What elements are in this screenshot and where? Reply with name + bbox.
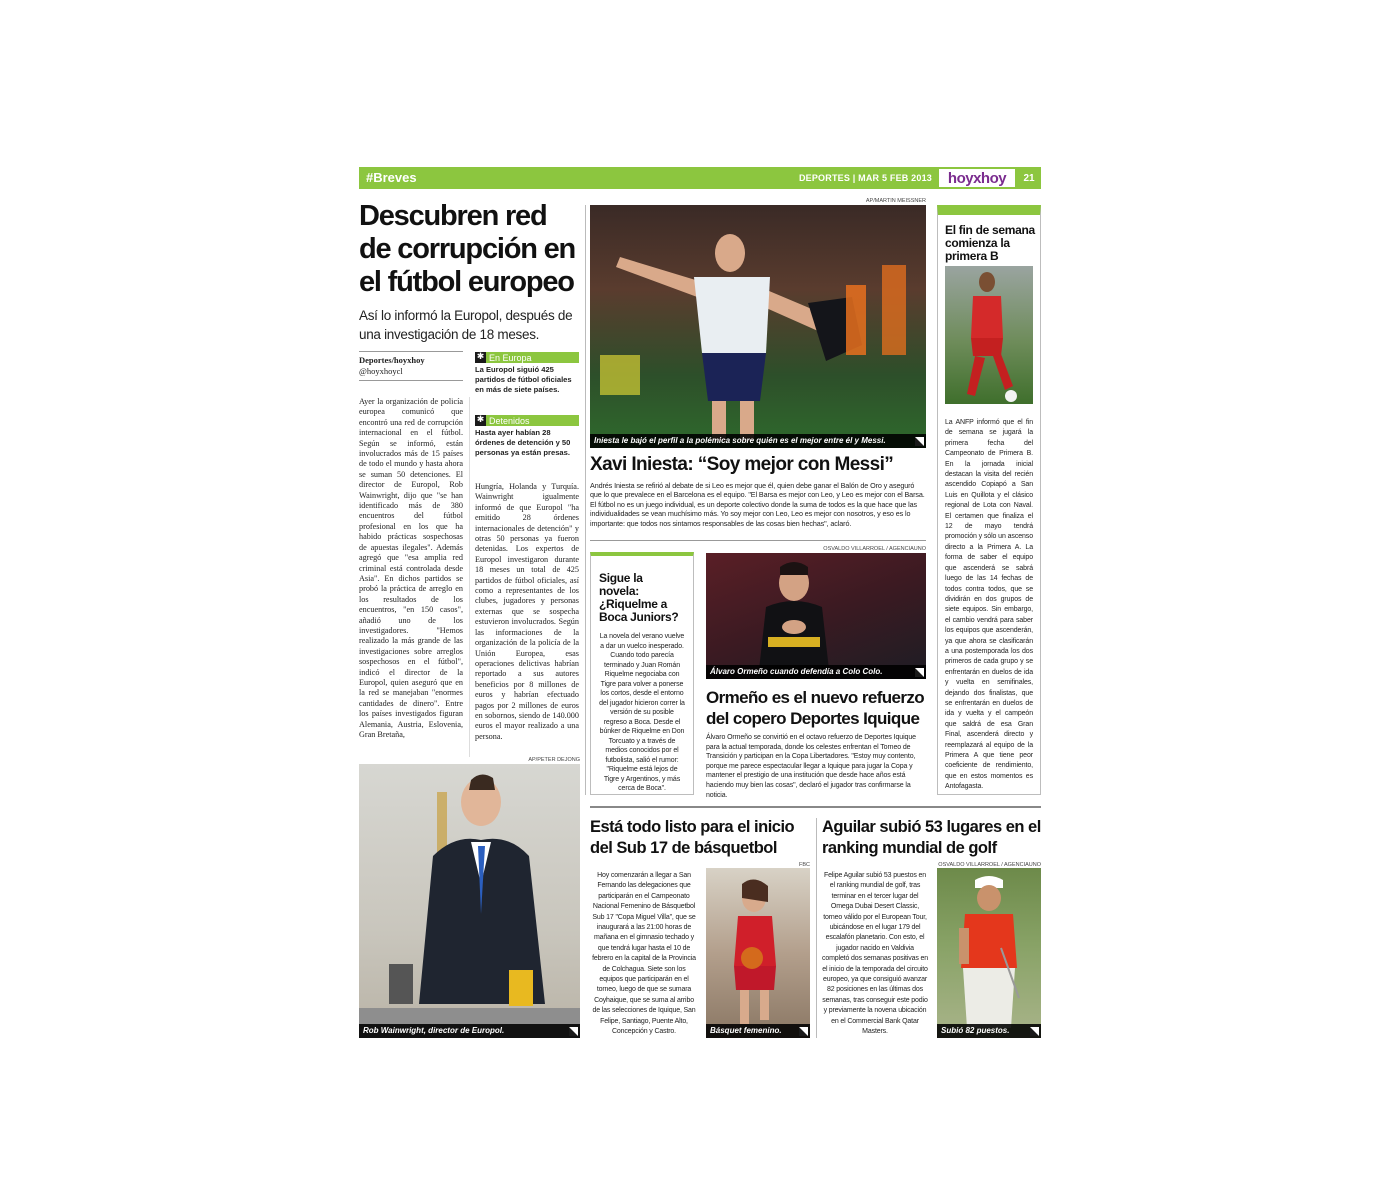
primera-b-photo xyxy=(945,266,1033,404)
fact-box-label-text: En Europa xyxy=(489,352,532,363)
asterisk-icon: ✱ xyxy=(476,415,485,425)
main-body-column-2: Hungría, Holanda y Turquía. Wainwright igualmente informó de que Europol "ha emitido 28 órdenes internacionales de detención" y otras 50 personas ya fueron detenidas. Los expertos de Europol investigaron durante 18 meses un total de 425 partidos de fútbol oficiales, así como a representantes de los clubes, jugadores y personas externas que se sospecha estuvieron involucrados. Según las informaciones de la organización de la policía de la Unión Europea, esas operaciones delictivas habrían reportado a sus autores beneficios por 8 millones de euros y habrían efectuado pagos por 2 millones de euros en sobornos, siendo de 140.000 euros el mayor realizado a una persona. xyxy=(475,482,579,741)
riquelme-sidebar-box xyxy=(590,552,694,795)
byline-section: Deportes/hoyxhoy xyxy=(359,355,425,365)
story-divider xyxy=(590,540,926,541)
logo-text: hoyxhoy xyxy=(947,169,1007,187)
newspaper-logo xyxy=(937,167,1017,189)
fact-box-europa xyxy=(475,352,579,395)
wainwright-figure xyxy=(359,764,580,1038)
main-subhead: Así lo informó la Europol, después de una investigación de 18 meses. xyxy=(359,308,573,342)
sub17-headline: Está todo listo para el inicio del Sub 17 de básquetbol xyxy=(590,818,795,857)
fact-box-label xyxy=(475,352,579,363)
aguilar-headline: Aguilar subió 53 lugares en el ranking mundial de golf xyxy=(822,818,1041,857)
byline-rule xyxy=(359,351,463,352)
corner-mark-icon xyxy=(915,437,924,446)
byline xyxy=(359,355,463,377)
corner-mark-icon xyxy=(915,668,924,677)
fact-box-label-text: Detenidos xyxy=(489,415,530,426)
riquelme-headline: Sigue la novela: ¿Riquelme a Boca Juniors? xyxy=(599,571,679,624)
corner-mark-icon xyxy=(569,1027,578,1036)
golf-photo xyxy=(937,868,1041,1038)
wainwright-photo xyxy=(359,764,580,1038)
column-divider xyxy=(585,205,586,795)
ormeno-photo xyxy=(706,553,926,679)
main-headline: Descubren red de corrupción en el fútbol europeo xyxy=(359,200,576,298)
iniesta-headline: Xavi Iniesta: “Soy mejor con Messi” xyxy=(590,454,894,475)
sub17-body: Hoy comenzarán a llegar a San Fernando las delegaciones que participarán en el Campeonato Nacional Femenino de Básquetbol Sub 17 "Copa Miguel Villa", que se inaugurará a las 21:00 horas de mañana en el gimnasio techado y que tendrá lugar hasta el 10 de febrero en la capital de la Provincia de Colchagua. Siete son los equipos que participarán en el torneo, luego de que se sumara Coyhaique, que se suma al arribo de las selecciones de Iquique, San Felipe, Santiago, Puente Alto, Concepción y Castro. xyxy=(592,872,696,1036)
photo-caption: Iniesta le bajó el perfil a la polémica sobre quién es el mejor entre él y Messi. xyxy=(590,434,926,448)
photo-caption: Rob Wainwright, director de Europol. xyxy=(359,1024,580,1038)
section-divider xyxy=(590,806,1041,808)
fact-box-label xyxy=(475,415,579,426)
basketball-photo xyxy=(706,868,810,1038)
primera-b-figure xyxy=(945,266,1033,404)
column-divider xyxy=(816,818,817,1038)
ormeno-headline: Ormeño es el nuevo refuerzo del copero Deportes Iquique xyxy=(706,688,925,728)
photo-caption: Básquet femenino. xyxy=(706,1024,810,1038)
ormeno-body: Álvaro Ormeño se convirtió en el octavo refuerzo de Deportes Iquique para la actual temporada, donde los celestes enfrentan el Torneo de Transición y participan en la Copa Libertadores. "Estoy muy contento, porque me parece espectacular llegar a Iquique para jugar la Copa y mantener el prestigio de una institución que desde hace años está haciendo muy bien las cosas", declaró el jugador tras confirmarse la noticia. xyxy=(706,734,916,799)
byline-handle: @hoyxhoycl xyxy=(359,366,403,376)
fact-box-detenidos xyxy=(475,415,579,458)
fact-box-text: La Europol siguió 425 partidos de fútbol oficiales en más de siete países. xyxy=(475,365,572,394)
ormeno-figure xyxy=(706,553,926,679)
main-body-column-1: Ayer la organización de policía europea comunicó que encontró una red de corrupción internacional en el fútbol. Según se informó, están involucrados más de 15 países de todo el mundo y hasta ahora se suman 50 detenciones. El director de Europol, Rob Wainwright, dijo que "se han identificado más de 380 encuentros del fútbol profesional en los que ha habido prácticas sospechosas de apuestas ilegales". Además agregó que "esa amplia red criminal está controlada desde Asia". En dichos partidos se probó la práctica de arreglo en los resultados de los encuentros, "en 150 casos", añadió uno de los investigadores. "Hemos realizado la más grande de las investigaciones sobre arreglos sospechosos en el fútbol", indicó el director de la Europol, quien aseguró que en la red se manejaban "enormes cantidades de dinero". Entre los países investigados figuran Alemania, Austria, Eslovenia, Gran Bretaña, xyxy=(359,397,463,739)
photo-caption: Subió 82 puestos. xyxy=(937,1024,1041,1038)
iniesta-body: Andrés Iniesta se refirió al debate de si Leo es mejor que él, quien debe ganar el Balón de Oro y aseguró que lo que prevalece en el Barcelona es el equipo. "El Barsa es mejor con Leo, y Leo es mejor con el Barsa. El fútbol no es un juego individual, es un deporte colectivo donde la suma de todos es la que hace que las individualidades se vean muchísimo más. Yo soy mejor con Leo, Leo es mejor con nosotros, y eso es lo importante: que todos nos sintamos responsables de las cosas bien hechas", aclaró. xyxy=(590,481,925,528)
corner-mark-icon xyxy=(1030,1027,1039,1036)
iniesta-figure xyxy=(590,205,926,448)
byline-rule xyxy=(359,380,463,381)
basketball-figure xyxy=(706,868,810,1038)
photo-caption: Álvaro Ormeño cuando defendía a Colo Colo. xyxy=(706,665,926,679)
corner-mark-icon xyxy=(799,1027,808,1036)
photo-credit: AP/MARTIN MEISSNER xyxy=(865,198,926,204)
photo-credit: AP/PETER DEJONG xyxy=(528,757,580,763)
primera-b-body: La ANFP informó que el fin de semana se jugará la primera fecha del Campeonato de Primera B. En la jornada inicial destacan la visita del recién ascendido Copiapó a San Luis en Quillota y el clásico regional de Lota con Naval. El certamen que finaliza el 12 de mayo tendrá promoción y sólo un ascenso directo a la Primera A. La forma de saber el equipo que ascenderá se sabrá luego de las 14 fechas de todos contra todos, que se dividirán en dos grupos de siete equipos. Sin embargo, el cambio vendrá para saber los equipos que ascenderán, ya que ahora se clasificarán a una postemporada los dos primeros de cada grupo y se enfrentarán en duelos de ida y vuelta en semifinales, dejando dos finalistas, que se enfrentarán en duelos de ida y vuelta y el campeón que saldrá de esa Gran Final, ascenderá directo y reemplazará al equipo de la Primera A que tiene peor coeficiente de rendimiento, que en estos momentos es Antofagasta. xyxy=(945,419,1033,791)
golf-figure xyxy=(937,868,1041,1038)
photo-credit: OSVALDO VILLARROEL / AGENCIAUNO xyxy=(823,546,926,552)
aguilar-body: Felipe Aguilar subió 53 puestos en el ranking mundial de golf, tras terminar en el tercer lugar del Omega Dubai Desert Classic, torneo válido por el European Tour, ubicándose en el lugar 179 del escalafón planetario. Con esto, el jugador nacido en Valdivia completó dos semanas positivas en el inicio de la temporada del circuito europeo, ya que consiguió avanzar 82 posiciones en las últimas dos semanas, tras conseguir este podio y previamente la novena ubicación en el Commercial Bank Qatar Masters. xyxy=(822,872,928,1036)
photo-credit: OSVALDO VILLARROEL / AGENCIAUNO xyxy=(938,862,1041,868)
riquelme-body: La novela del verano vuelve a dar un vuelco inesperado. Cuando todo parecía terminado y Juan Román Riquelme negociaba con Tigre para volver a ponerse los cortos, desde el entorno del jugador hicieron correr la versión de su posible regreso a Boca. Desde el búnker de Riquelme en Don Torcuato y a través de medios conocidos por el futbolista, salió el rumor: "Riquelme está lejos de Tigre y Argentinos, y más cerca de Boca". xyxy=(599,633,685,792)
section-date-meta: DEPORTES | MAR 5 FEB 2013 xyxy=(798,173,932,183)
iniesta-photo xyxy=(590,205,926,448)
page-number: 21 xyxy=(1023,172,1035,184)
column-divider xyxy=(469,397,470,757)
primera-b-headline: El fin de semana comienza la primera B xyxy=(945,223,1035,263)
fact-box-text: Hasta ayer habían 28 órdenes de detención y 50 personas ya están presas. xyxy=(475,428,571,457)
asterisk-icon: ✱ xyxy=(476,352,485,362)
section-tag: #Breves xyxy=(366,170,417,185)
photo-credit: FBC xyxy=(799,862,810,868)
